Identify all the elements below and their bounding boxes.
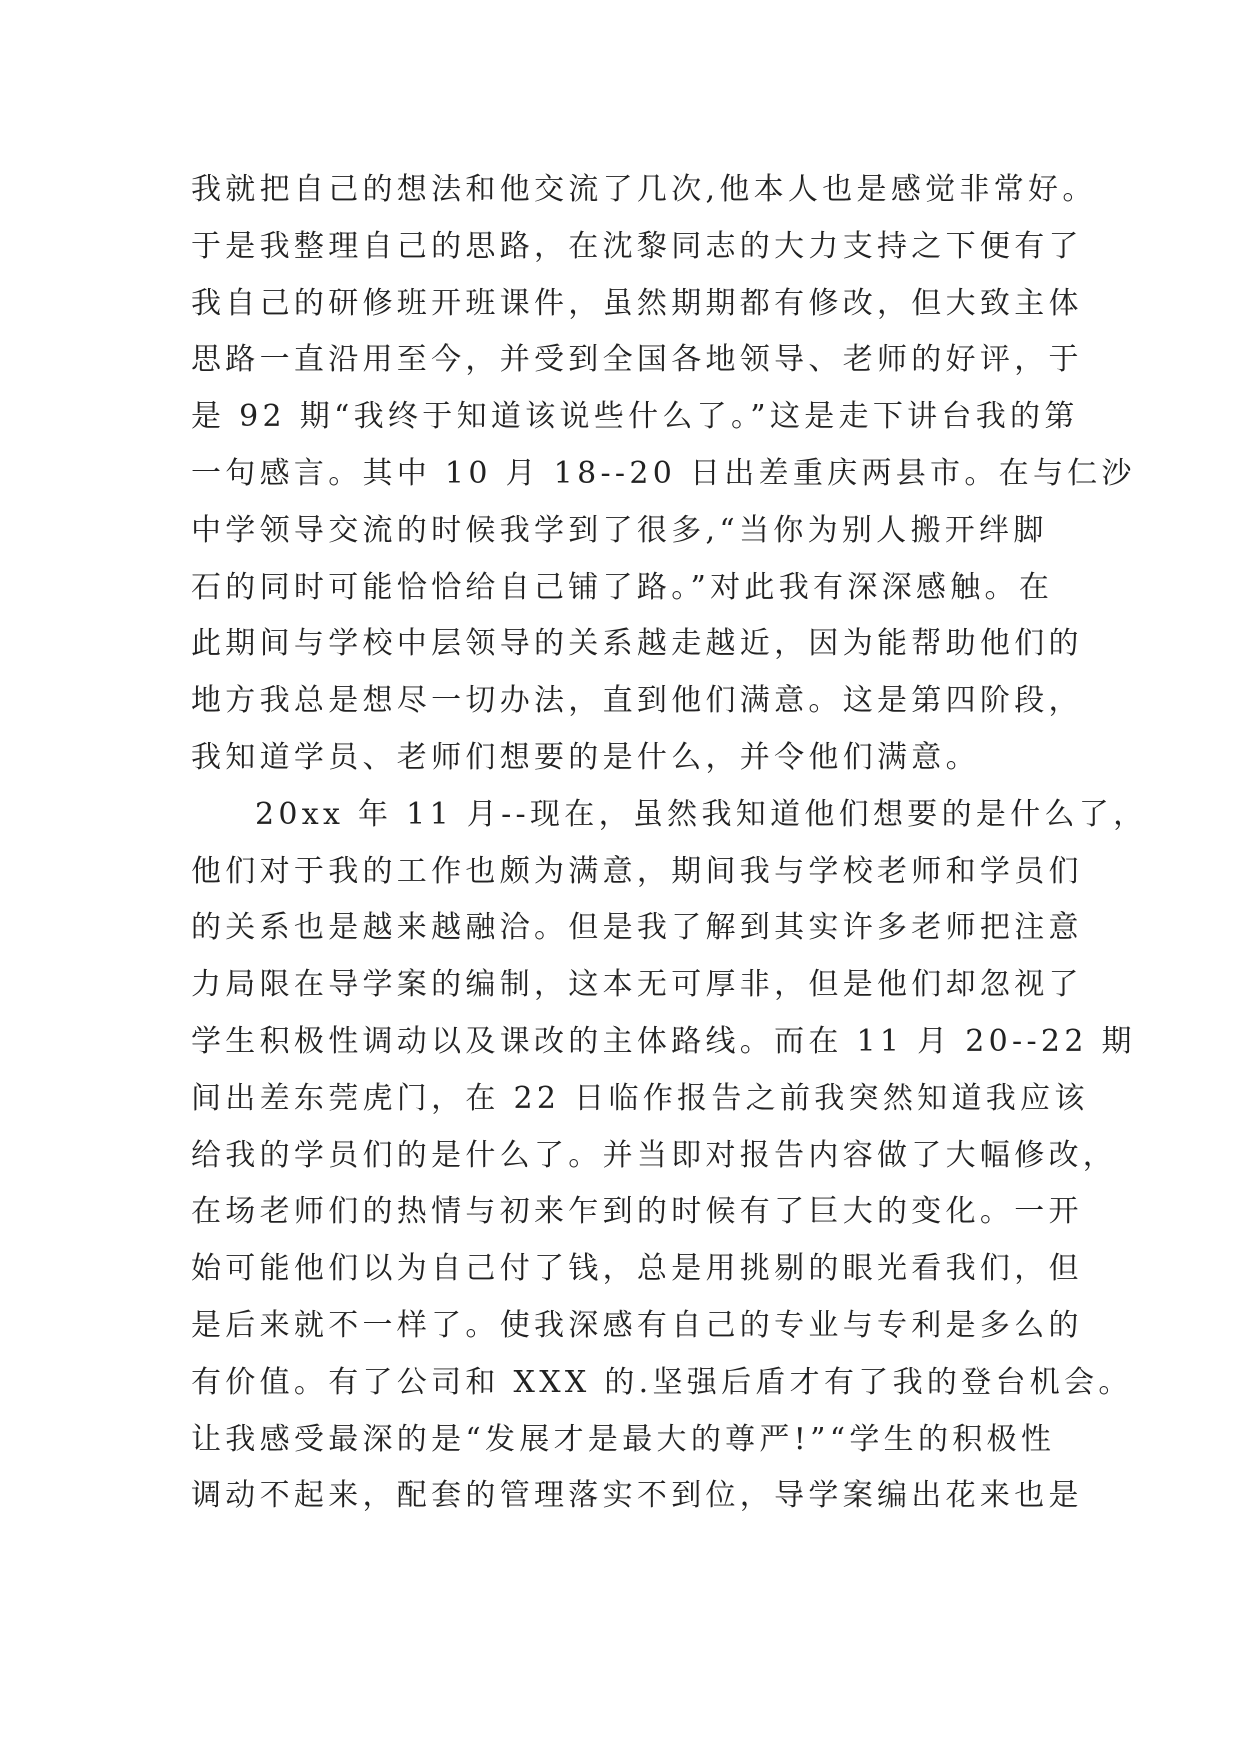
text-line: 是 92 期“我终于知道该说些什么了。”这是走下讲台我的第 xyxy=(191,399,1079,435)
text-line: 的关系也是越来越融洽。但是我了解到其实许多老师把注意 xyxy=(191,910,1083,946)
text-line: 给我的学员们的是什么了。并当即对报告内容做了大幅修改， xyxy=(191,1137,1118,1173)
text-line: 他们对于我的工作也颇为满意，期间我与学校老师和学员们 xyxy=(191,853,1083,889)
text-line: 此期间与学校中层领导的关系越走越近，因为能帮助他们的 xyxy=(191,626,1083,662)
text-line: 一句感言。其中 10 月 18--20 日出差重庆两县市。在与仁沙 xyxy=(191,455,1136,491)
text-line: 我自己的研修班开班课件，虽然期期都有修改，但大致主体 xyxy=(191,285,1083,321)
text-line: 力局限在导学案的编制，这本无可厚非，但是他们却忽视了 xyxy=(191,967,1083,1003)
text-line: 调动不起来，配套的管理落实不到位，导学案编出花来也是 xyxy=(191,1478,1083,1514)
text-line: 间出差东莞虎门，在 22 日临作报告之前我突然知道我应该 xyxy=(191,1080,1089,1116)
text-line: 始可能他们以为自己付了钱，总是用挑剔的眼光看我们，但 xyxy=(191,1251,1083,1287)
text-line: 于是我整理自己的思路，在沈黎同志的大力支持之下便有了 xyxy=(191,228,1083,264)
text-line: 地方我总是想尽一切办法，直到他们满意。这是第四阶段， xyxy=(191,683,1083,719)
text-line: 中学领导交流的时候我学到了很多,“当你为别人搬开绊脚 xyxy=(191,512,1048,548)
document-body-text xyxy=(191,162,1148,1525)
text-line: 学生积极性调动以及课改的主体路线。而在 11 月 20--22 期 xyxy=(191,1023,1136,1059)
text-line: 在场老师们的热情与初来乍到的时候有了巨大的变化。一开 xyxy=(191,1194,1083,1230)
text-line: 是后来就不一样了。使我深感有自己的专业与专利是多么的 xyxy=(191,1307,1083,1343)
text-line: 让我感受最深的是“发展才是最大的尊严!”“学生的积极性 xyxy=(191,1421,1056,1457)
text-line: 思路一直沿用至今，并受到全国各地领导、老师的好评，于 xyxy=(191,342,1083,378)
text-line: 有价值。有了公司和 XXX 的.坚强后盾才有了我的登台机会。 xyxy=(191,1364,1133,1400)
text-line: 石的同时可能恰恰给自己铺了路。”对此我有深深感触。在 xyxy=(191,569,1054,605)
text-line: 我就把自己的想法和他交流了几次,他本人也是感觉非常好。 xyxy=(191,172,1097,207)
paragraph-start-line: 20xx 年 11 月--现在，虽然我知道他们想要的是什么了， xyxy=(255,796,1148,832)
text-line: 我知道学员、老师们想要的是什么，并令他们满意。 xyxy=(191,739,980,775)
